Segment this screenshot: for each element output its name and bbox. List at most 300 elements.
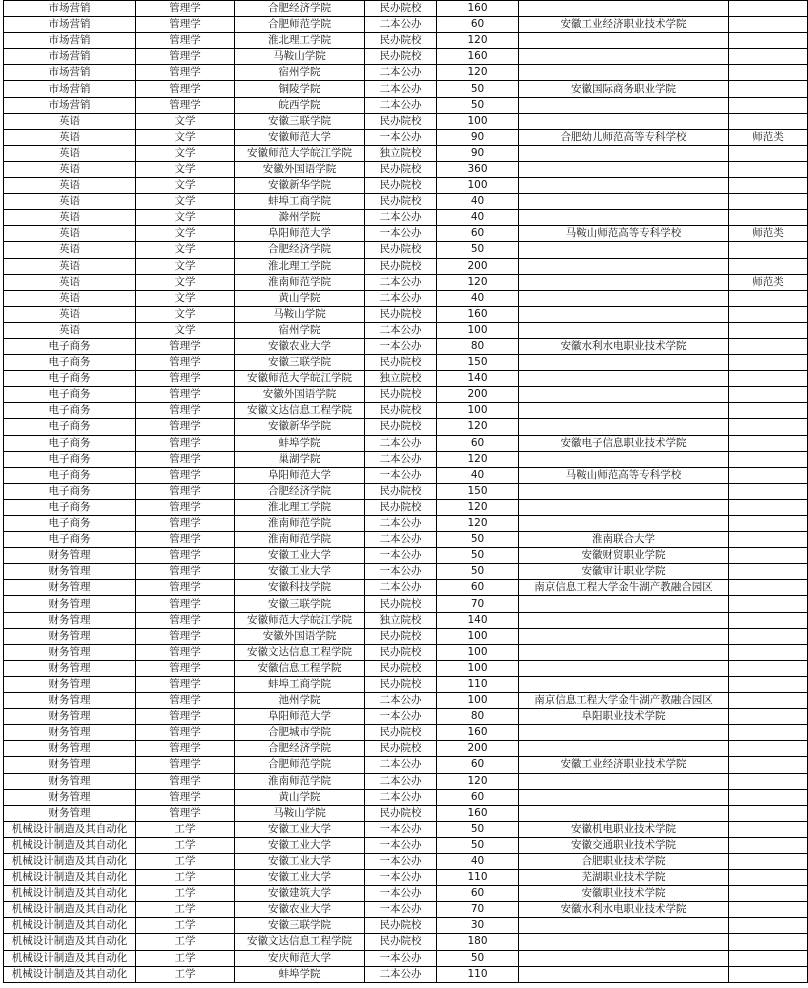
university-cell: 安徽工业大学 <box>235 821 365 837</box>
table-row <box>4 853 808 869</box>
university-cell: 蚌埠工商学院 <box>235 194 365 210</box>
quota-cell: 180 <box>437 934 519 950</box>
partner-college-cell <box>519 660 729 676</box>
note-cell <box>729 1 808 17</box>
quota-cell: 90 <box>437 145 519 161</box>
university-cell: 淮北理工学院 <box>235 499 365 515</box>
university-cell: 合肥经济学院 <box>235 242 365 258</box>
quota-cell: 100 <box>437 178 519 194</box>
partner-college-cell <box>519 49 729 65</box>
school-type-cell: 二本公办 <box>365 65 437 81</box>
university-cell: 安徽外国语学院 <box>235 628 365 644</box>
table-row <box>4 934 808 950</box>
university-cell: 滁州学院 <box>235 210 365 226</box>
major-cell: 电子商务 <box>4 387 136 403</box>
note-cell <box>729 97 808 113</box>
school-type-cell: 一本公办 <box>365 709 437 725</box>
school-type-cell: 民办院校 <box>365 628 437 644</box>
quota-cell: 100 <box>437 113 519 129</box>
table-row <box>4 65 808 81</box>
university-cell: 黄山学院 <box>235 290 365 306</box>
table-row <box>4 483 808 499</box>
university-cell: 淮南师范学院 <box>235 516 365 532</box>
university-cell: 安徽新华学院 <box>235 178 365 194</box>
school-type-cell: 二本公办 <box>365 322 437 338</box>
quota-cell: 30 <box>437 918 519 934</box>
partner-college-cell <box>519 113 729 129</box>
school-type-cell: 二本公办 <box>365 580 437 596</box>
university-cell: 合肥经济学院 <box>235 741 365 757</box>
discipline-cell: 工学 <box>136 966 235 982</box>
school-type-cell: 一本公办 <box>365 226 437 242</box>
university-cell: 安徽师范大学皖江学院 <box>235 612 365 628</box>
note-cell <box>729 145 808 161</box>
table-row <box>4 97 808 113</box>
quota-cell: 50 <box>437 242 519 258</box>
school-type-cell: 一本公办 <box>365 853 437 869</box>
school-type-cell: 二本公办 <box>365 274 437 290</box>
quota-cell: 60 <box>437 789 519 805</box>
university-cell: 阜阳师范大学 <box>235 467 365 483</box>
university-cell: 安徽文达信息工程学院 <box>235 934 365 950</box>
note-cell <box>729 853 808 869</box>
quota-cell: 60 <box>437 435 519 451</box>
admissions-table <box>3 0 808 983</box>
note-cell <box>729 676 808 692</box>
discipline-cell: 管理学 <box>136 773 235 789</box>
partner-college-cell: 南京信息工程大学金牛湖产教融合园区 <box>519 580 729 596</box>
note-cell <box>729 387 808 403</box>
partner-college-cell <box>519 387 729 403</box>
note-cell: 师范类 <box>729 129 808 145</box>
major-cell: 财务管理 <box>4 773 136 789</box>
university-cell: 安徽三联学院 <box>235 113 365 129</box>
quota-cell: 50 <box>437 81 519 97</box>
major-cell: 英语 <box>4 322 136 338</box>
partner-college-cell: 安徽电子信息职业技术学院 <box>519 435 729 451</box>
major-cell: 财务管理 <box>4 580 136 596</box>
partner-college-cell <box>519 950 729 966</box>
major-cell: 英语 <box>4 242 136 258</box>
table-row <box>4 612 808 628</box>
quota-cell: 160 <box>437 1 519 17</box>
quota-cell: 80 <box>437 338 519 354</box>
discipline-cell: 文学 <box>136 322 235 338</box>
quota-cell: 120 <box>437 33 519 49</box>
partner-college-cell <box>519 178 729 194</box>
university-cell: 巢湖学院 <box>235 451 365 467</box>
quota-cell: 200 <box>437 741 519 757</box>
school-type-cell: 民办院校 <box>365 355 437 371</box>
partner-college-cell <box>519 628 729 644</box>
table-row <box>4 33 808 49</box>
discipline-cell: 管理学 <box>136 33 235 49</box>
university-cell: 安徽农业大学 <box>235 338 365 354</box>
partner-college-cell: 淮南联合大学 <box>519 532 729 548</box>
table-row <box>4 226 808 242</box>
quota-cell: 60 <box>437 757 519 773</box>
note-cell <box>729 451 808 467</box>
major-cell: 机械设计制造及其自动化 <box>4 950 136 966</box>
note-cell <box>729 178 808 194</box>
university-cell: 安徽文达信息工程学院 <box>235 644 365 660</box>
table-row <box>4 693 808 709</box>
discipline-cell: 管理学 <box>136 355 235 371</box>
university-cell: 安徽师范大学皖江学院 <box>235 371 365 387</box>
quota-cell: 40 <box>437 210 519 226</box>
quota-cell: 200 <box>437 258 519 274</box>
discipline-cell: 文学 <box>136 113 235 129</box>
discipline-cell: 文学 <box>136 194 235 210</box>
school-type-cell: 二本公办 <box>365 210 437 226</box>
school-type-cell: 民办院校 <box>365 660 437 676</box>
major-cell: 英语 <box>4 145 136 161</box>
table-row <box>4 355 808 371</box>
discipline-cell: 工学 <box>136 853 235 869</box>
quota-cell: 100 <box>437 628 519 644</box>
note-cell <box>729 210 808 226</box>
note-cell <box>729 628 808 644</box>
table-row <box>4 676 808 692</box>
discipline-cell: 管理学 <box>136 451 235 467</box>
school-type-cell: 民办院校 <box>365 725 437 741</box>
partner-college-cell <box>519 258 729 274</box>
note-cell <box>729 355 808 371</box>
partner-college-cell <box>519 966 729 982</box>
school-type-cell: 民办院校 <box>365 387 437 403</box>
school-type-cell: 一本公办 <box>365 886 437 902</box>
university-cell: 合肥经济学院 <box>235 483 365 499</box>
note-cell <box>729 886 808 902</box>
major-cell: 财务管理 <box>4 564 136 580</box>
table-row <box>4 338 808 354</box>
university-cell: 安徽文达信息工程学院 <box>235 403 365 419</box>
table-row <box>4 242 808 258</box>
note-cell <box>729 580 808 596</box>
university-cell: 阜阳师范大学 <box>235 226 365 242</box>
partner-college-cell: 安徽国际商务职业学院 <box>519 81 729 97</box>
note-cell <box>729 258 808 274</box>
quota-cell: 120 <box>437 499 519 515</box>
partner-college-cell: 马鞍山师范高等专科学校 <box>519 467 729 483</box>
table-row <box>4 17 808 33</box>
note-cell <box>729 483 808 499</box>
major-cell: 财务管理 <box>4 548 136 564</box>
table-row <box>4 258 808 274</box>
quota-cell: 40 <box>437 467 519 483</box>
university-cell: 宿州学院 <box>235 65 365 81</box>
quota-cell: 120 <box>437 773 519 789</box>
school-type-cell: 一本公办 <box>365 338 437 354</box>
quota-cell: 60 <box>437 886 519 902</box>
discipline-cell: 工学 <box>136 821 235 837</box>
table-body <box>4 1 808 983</box>
school-type-cell: 民办院校 <box>365 805 437 821</box>
partner-college-cell: 南京信息工程大学金牛湖产教融合园区 <box>519 693 729 709</box>
school-type-cell: 独立院校 <box>365 145 437 161</box>
major-cell: 财务管理 <box>4 741 136 757</box>
university-cell: 马鞍山学院 <box>235 49 365 65</box>
major-cell: 财务管理 <box>4 789 136 805</box>
table-row <box>4 741 808 757</box>
note-cell <box>729 821 808 837</box>
partner-college-cell <box>519 242 729 258</box>
table-row <box>4 548 808 564</box>
note-cell <box>729 194 808 210</box>
table-row <box>4 837 808 853</box>
table-row <box>4 113 808 129</box>
quota-cell: 50 <box>437 548 519 564</box>
quota-cell: 120 <box>437 419 519 435</box>
discipline-cell: 文学 <box>136 161 235 177</box>
quota-cell: 120 <box>437 65 519 81</box>
quota-cell: 120 <box>437 451 519 467</box>
discipline-cell: 管理学 <box>136 580 235 596</box>
school-type-cell: 民办院校 <box>365 676 437 692</box>
partner-college-cell <box>519 97 729 113</box>
note-cell <box>729 290 808 306</box>
quota-cell: 110 <box>437 966 519 982</box>
note-cell <box>729 49 808 65</box>
discipline-cell: 工学 <box>136 870 235 886</box>
major-cell: 英语 <box>4 161 136 177</box>
school-type-cell: 一本公办 <box>365 548 437 564</box>
major-cell: 市场营销 <box>4 49 136 65</box>
university-cell: 安徽信息工程学院 <box>235 660 365 676</box>
university-cell: 安徽师范大学 <box>235 129 365 145</box>
major-cell: 机械设计制造及其自动化 <box>4 837 136 853</box>
school-type-cell: 民办院校 <box>365 483 437 499</box>
school-type-cell: 一本公办 <box>365 467 437 483</box>
quota-cell: 60 <box>437 226 519 242</box>
table-row <box>4 322 808 338</box>
school-type-cell: 民办院校 <box>365 178 437 194</box>
school-type-cell: 独立院校 <box>365 371 437 387</box>
school-type-cell: 二本公办 <box>365 81 437 97</box>
partner-college-cell <box>519 499 729 515</box>
partner-college-cell <box>519 934 729 950</box>
discipline-cell: 管理学 <box>136 467 235 483</box>
major-cell: 财务管理 <box>4 612 136 628</box>
university-cell: 安徽科技学院 <box>235 580 365 596</box>
major-cell: 英语 <box>4 113 136 129</box>
partner-college-cell: 安徽审计职业学院 <box>519 564 729 580</box>
major-cell: 机械设计制造及其自动化 <box>4 918 136 934</box>
university-cell: 马鞍山学院 <box>235 306 365 322</box>
note-cell <box>729 65 808 81</box>
table-row <box>4 178 808 194</box>
partner-college-cell <box>519 741 729 757</box>
discipline-cell: 管理学 <box>136 338 235 354</box>
discipline-cell: 管理学 <box>136 709 235 725</box>
university-cell: 安徽新华学院 <box>235 419 365 435</box>
school-type-cell: 独立院校 <box>365 612 437 628</box>
table-row <box>4 81 808 97</box>
school-type-cell: 民办院校 <box>365 644 437 660</box>
school-type-cell: 民办院校 <box>365 403 437 419</box>
discipline-cell: 管理学 <box>136 1 235 17</box>
quota-cell: 160 <box>437 306 519 322</box>
note-cell <box>729 789 808 805</box>
table-row <box>4 660 808 676</box>
table-row <box>4 467 808 483</box>
school-type-cell: 二本公办 <box>365 966 437 982</box>
quota-cell: 110 <box>437 676 519 692</box>
university-cell: 安徽三联学院 <box>235 355 365 371</box>
note-cell <box>729 644 808 660</box>
discipline-cell: 管理学 <box>136 741 235 757</box>
school-type-cell: 民办院校 <box>365 33 437 49</box>
table-row <box>4 628 808 644</box>
major-cell: 英语 <box>4 194 136 210</box>
discipline-cell: 工学 <box>136 886 235 902</box>
quota-cell: 150 <box>437 355 519 371</box>
table-row <box>4 435 808 451</box>
university-cell: 淮南师范学院 <box>235 274 365 290</box>
discipline-cell: 管理学 <box>136 693 235 709</box>
school-type-cell: 民办院校 <box>365 1 437 17</box>
note-cell <box>729 322 808 338</box>
major-cell: 机械设计制造及其自动化 <box>4 902 136 918</box>
school-type-cell: 二本公办 <box>365 290 437 306</box>
note-cell <box>729 338 808 354</box>
note-cell <box>729 306 808 322</box>
school-type-cell: 一本公办 <box>365 870 437 886</box>
partner-college-cell: 安徽工业经济职业技术学院 <box>519 17 729 33</box>
discipline-cell: 工学 <box>136 934 235 950</box>
discipline-cell: 管理学 <box>136 644 235 660</box>
school-type-cell: 民办院校 <box>365 194 437 210</box>
university-cell: 安徽三联学院 <box>235 918 365 934</box>
school-type-cell: 二本公办 <box>365 532 437 548</box>
partner-college-cell: 安徽交通职业技术学院 <box>519 837 729 853</box>
university-cell: 安徽工业大学 <box>235 853 365 869</box>
note-cell: 师范类 <box>729 274 808 290</box>
table-row <box>4 725 808 741</box>
table-row <box>4 773 808 789</box>
partner-college-cell <box>519 1 729 17</box>
major-cell: 财务管理 <box>4 693 136 709</box>
major-cell: 电子商务 <box>4 483 136 499</box>
table-row <box>4 290 808 306</box>
discipline-cell: 管理学 <box>136 419 235 435</box>
partner-college-cell: 安徽财贸职业学院 <box>519 548 729 564</box>
school-type-cell: 民办院校 <box>365 161 437 177</box>
quota-cell: 100 <box>437 403 519 419</box>
table-row <box>4 918 808 934</box>
discipline-cell: 文学 <box>136 210 235 226</box>
major-cell: 英语 <box>4 258 136 274</box>
university-cell: 安徽工业大学 <box>235 837 365 853</box>
major-cell: 电子商务 <box>4 532 136 548</box>
university-cell: 合肥城市学院 <box>235 725 365 741</box>
partner-college-cell <box>519 805 729 821</box>
discipline-cell: 管理学 <box>136 499 235 515</box>
table-row <box>4 966 808 982</box>
table-row <box>4 516 808 532</box>
note-cell <box>729 660 808 676</box>
partner-college-cell: 阜阳职业技术学院 <box>519 709 729 725</box>
partner-college-cell <box>519 322 729 338</box>
major-cell: 电子商务 <box>4 355 136 371</box>
university-cell: 安徽工业大学 <box>235 870 365 886</box>
discipline-cell: 管理学 <box>136 612 235 628</box>
discipline-cell: 管理学 <box>136 564 235 580</box>
school-type-cell: 民办院校 <box>365 306 437 322</box>
table-row <box>4 145 808 161</box>
note-cell <box>729 548 808 564</box>
university-cell: 安徽师范大学皖江学院 <box>235 145 365 161</box>
partner-college-cell: 安徽机电职业技术学院 <box>519 821 729 837</box>
university-cell: 合肥经济学院 <box>235 1 365 17</box>
discipline-cell: 管理学 <box>136 65 235 81</box>
major-cell: 机械设计制造及其自动化 <box>4 966 136 982</box>
major-cell: 机械设计制造及其自动化 <box>4 821 136 837</box>
university-cell: 淮北理工学院 <box>235 258 365 274</box>
university-cell: 安徽外国语学院 <box>235 387 365 403</box>
discipline-cell: 管理学 <box>136 387 235 403</box>
school-type-cell: 民办院校 <box>365 918 437 934</box>
discipline-cell: 文学 <box>136 145 235 161</box>
discipline-cell: 文学 <box>136 178 235 194</box>
discipline-cell: 工学 <box>136 918 235 934</box>
note-cell <box>729 435 808 451</box>
major-cell: 电子商务 <box>4 338 136 354</box>
partner-college-cell <box>519 210 729 226</box>
university-cell: 蚌埠工商学院 <box>235 676 365 692</box>
note-cell <box>729 564 808 580</box>
table-row <box>4 419 808 435</box>
discipline-cell: 管理学 <box>136 757 235 773</box>
table-row <box>4 886 808 902</box>
note-cell <box>729 516 808 532</box>
school-type-cell: 民办院校 <box>365 596 437 612</box>
partner-college-cell <box>519 725 729 741</box>
school-type-cell: 二本公办 <box>365 757 437 773</box>
quota-cell: 120 <box>437 516 519 532</box>
discipline-cell: 管理学 <box>136 97 235 113</box>
school-type-cell: 民办院校 <box>365 49 437 65</box>
discipline-cell: 管理学 <box>136 596 235 612</box>
school-type-cell: 民办院校 <box>365 741 437 757</box>
school-type-cell: 二本公办 <box>365 773 437 789</box>
partner-college-cell <box>519 290 729 306</box>
table-row <box>4 644 808 660</box>
note-cell <box>729 612 808 628</box>
discipline-cell: 工学 <box>136 950 235 966</box>
school-type-cell: 民办院校 <box>365 258 437 274</box>
note-cell <box>729 725 808 741</box>
partner-college-cell <box>519 355 729 371</box>
note-cell <box>729 709 808 725</box>
table-row <box>4 371 808 387</box>
partner-college-cell: 芜湖职业技术学院 <box>519 870 729 886</box>
partner-college-cell <box>519 596 729 612</box>
quota-cell: 80 <box>437 709 519 725</box>
university-cell: 淮南师范学院 <box>235 532 365 548</box>
table-row <box>4 1 808 17</box>
partner-college-cell <box>519 419 729 435</box>
note-cell <box>729 773 808 789</box>
school-type-cell: 民办院校 <box>365 499 437 515</box>
quota-cell: 100 <box>437 644 519 660</box>
note-cell <box>729 805 808 821</box>
table-row <box>4 532 808 548</box>
school-type-cell: 二本公办 <box>365 17 437 33</box>
quota-cell: 40 <box>437 194 519 210</box>
major-cell: 市场营销 <box>4 17 136 33</box>
table-row <box>4 306 808 322</box>
